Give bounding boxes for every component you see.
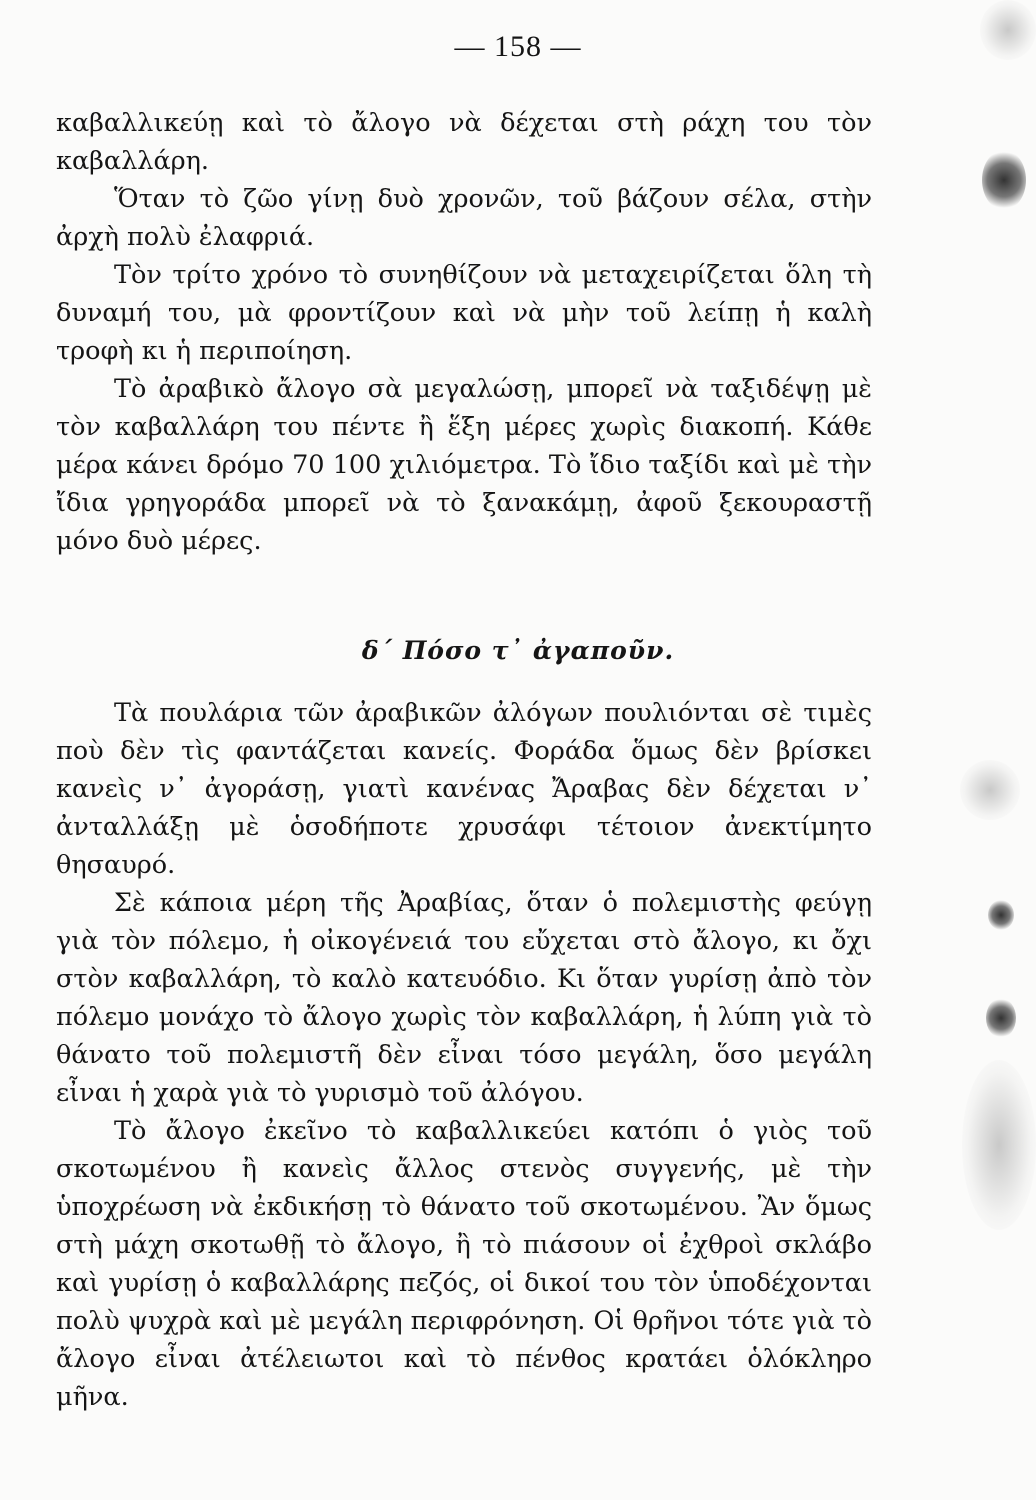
smudge-decoration xyxy=(960,760,1020,820)
ink-spot-decoration xyxy=(988,900,1014,930)
text-section-top xyxy=(56,104,872,560)
paragraph: Τὸ ἄλογο ἐκεῖνο τὸ καβαλλικεύει κατόπι ὁ γιὸς τοῦ σκοτωμένου ἢ κανεὶς ἄλλος στενὸς συγγενής, μὲ τὴν ὑποχρέωση νὰ ἐκδικήσῃ τὸ θάνατο τοῦ σκοτωμένου. Ἂν ὅμως στὴ μάχη σκοτωθῇ τὸ ἄλογο, ἢ τὸ πιάσουν οἱ ἐχθροὶ σκλάβο καὶ γυρίσῃ ὁ καβαλλάρης πεζός, οἱ δικοί του τὸν ὑποδέχονται πολὺ ψυχρὰ καὶ μὲ μεγάλη περιφρόνηση. Οἱ θρῆνοι τότε γιὰ τὸ ἄλογο εἶναι ἀτέλειωτοι καὶ τὸ πένθος κρατάει ὁλόκληρο μῆνα. xyxy=(56,1116,872,1412)
page-number: — 158 — xyxy=(454,30,582,63)
paragraph: Τὸ ἀραβικὸ ἄλογο σὰ μεγαλώσῃ, μπορεῖ νὰ ταξιδέψῃ μὲ τὸν καβαλλάρη του πέντε ἢ ἕξη μέρες χωρὶς διακοπή. Κάθε μέρα κάνει δρόμο 70 100 χιλιόμετρα. Τὸ ἴδιο ταξίδι καὶ μὲ τὴν ἴδια γρηγοράδα μπορεῖ νὰ τὸ ξανακάμῃ, ἀφοῦ ξεκουραστῇ μόνο δυὸ μέρες. xyxy=(56,374,872,556)
smudge-decoration xyxy=(980,0,1036,60)
smudge-decoration xyxy=(962,1060,1036,1230)
paragraph: καβαλλικεύῃ καὶ τὸ ἄλογο νὰ δέχεται στὴ ράχη του τὸν καβαλλάρη. xyxy=(56,108,872,176)
section-heading: δ΄ Πόσο τ᾽ ἀγαποῦν. xyxy=(361,636,675,665)
paragraph: Ὅταν τὸ ζῶο γίνῃ δυὸ χρονῶν, τοῦ βάζουν σέλα, στὴν ἀρχὴ πολὺ ἐλαφριά. xyxy=(56,184,872,252)
paragraph: Τὰ πουλάρια τῶν ἀραβικῶν ἀλόγων πουλιόνται σὲ τιμὲς ποὺ δὲν τὶς φαντάζεται κανείς. Φοράδα ὅμως δὲν βρίσκει κανεὶς ν᾽ ἀγοράσῃ, γιατὶ κανένας Ἄραβας δὲν δέχεται ν᾽ ἀνταλλάξῃ μὲ ὁσοδήποτε χρυσάφι τέτοιον ἀνεκτίμητο θησαυρό. xyxy=(56,698,872,880)
text-section-bottom xyxy=(56,694,872,1416)
ink-spot-decoration xyxy=(986,998,1016,1038)
ink-spot-decoration xyxy=(982,150,1026,210)
paragraph: Τὸν τρίτο χρόνο τὸ συνηθίζουν νὰ μεταχειρίζεται ὅλη τὴ δυναμή του, μὰ φροντίζουν καὶ νὰ μὴν τοῦ λείπῃ ἡ καλὴ τροφὴ κι ἡ περιποίηση. xyxy=(56,260,872,366)
paragraph: Σὲ κάποια μέρη τῆς Ἀραβίας, ὅταν ὁ πολεμιστὴς φεύγῃ γιὰ τὸν πόλεμο, ἡ οἰκογένειά του εὔχεται στὸ ἄλογο, κι ὄχι στὸν καβαλλάρη, τὸ καλὸ κατευόδιο. Κι ὅταν γυρίσῃ ἀπὸ τὸν πόλεμο μονάχο τὸ ἄλογο χωρὶς τὸν καβαλλάρη, ἡ λύπη γιὰ τὸ θάνατο τοῦ πολεμιστῆ δὲν εἶναι τόσο μεγάλη, ὅσο μεγάλη εἶναι ἡ χαρὰ γιὰ τὸ γυρισμὸ τοῦ ἀλόγου. xyxy=(56,888,872,1108)
